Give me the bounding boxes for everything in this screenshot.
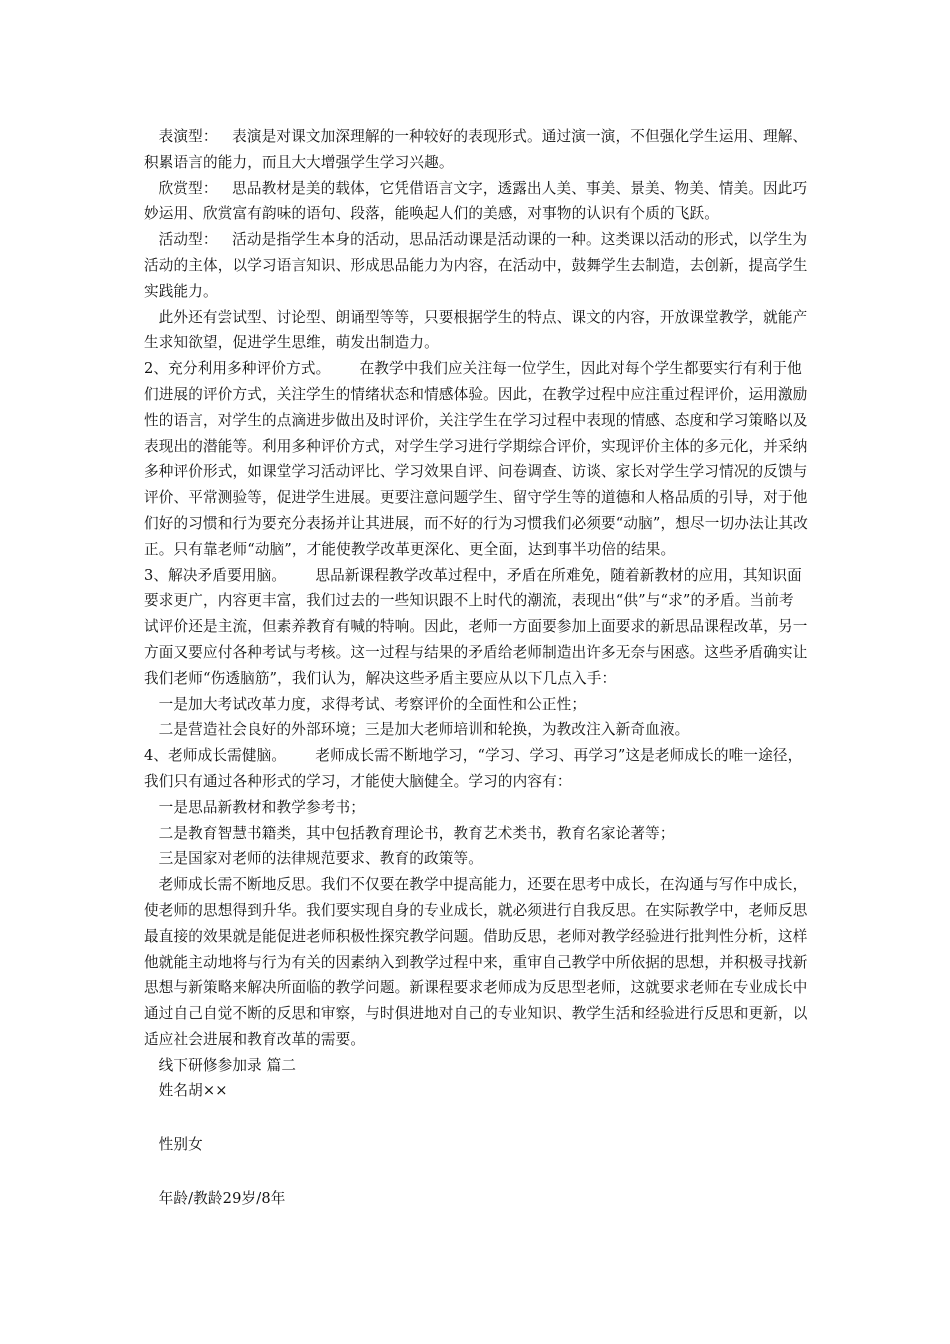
paragraph-xinshang (144, 176, 808, 228)
section-4-item-3: 三是国家对老师的法律规范要求、教育的政策等。 (158, 850, 483, 868)
section-4-item-1: 一是思品新教材和教学参考书； (158, 798, 366, 816)
paragraph-other: 此外还有尝试型、讨论型、朗诵型等等，只要根据学生的特点、课文的内容，开放课堂教学，就能产生求知欲望，促进学生思维，萌发出制造力。 (144, 308, 808, 352)
part-2-heading: 线下研修参加录 篇二 (158, 1056, 297, 1074)
paragraph-huodong (144, 227, 808, 304)
text-xinshang: 思品教材是美的载体，它凭借语言文字，透露出人美、事美、景美、物美、情美。因此巧妙运用、欣赏富有韵味的语句、段落，能唤起人们的美感，对事物的认识有个质的飞跃。 (144, 179, 808, 223)
label-huodong: 活动型： (158, 231, 218, 249)
profile-gender: 性别女 (158, 1136, 203, 1154)
section-4-text: 老师成长需不断地学习，“学习、学习、再学习”这是老师成长的唯一途径，我们只有通过各种形式的学习，才能使大脑健全。学习的内容有： (144, 747, 803, 790)
text-huodong: 活动是指学生本身的活动，思品活动课是活动课的一种。这类课以活动的形式，以学生为活动的主体，以学习语言知识、形成思品能力为内容，在活动中，鼓舞学生去制造，去创新，提高学生实践能力。 (144, 231, 808, 300)
section-2-title: 2、充分利用多种评价方式。 (144, 360, 331, 378)
section-3-point-3: 三是加大老师培训和轮换，为教改注入新奇血液。 (365, 721, 690, 739)
spacer (144, 1104, 808, 1132)
label-biaoyan: 表演型： (158, 128, 218, 145)
section-4-title: 4、老师成长需健脑。 (144, 747, 287, 765)
paragraph-section-2 (144, 356, 808, 562)
section-3-point-1: 一是加大考试改革力度，求得考试、考察评价的全面性和公正性； (158, 695, 587, 713)
label-xinshang: 欣赏型： (158, 179, 218, 197)
text-biaoyan: 表演是对课文加深理解的一种较好的表现形式。通过演一演，不但强化学生运用、理解、积累语言的能力，而且大大增强学生学习兴趣。 (144, 128, 808, 171)
paragraph-biaoyan (144, 124, 808, 176)
section-2-text: 在教学中我们应关注每一位学生，因此对每个学生都要实行有利于他们进展的评价方式，关注学生的情绪状态和情感体验。因此，在教学过程中应注重过程评价，运用激励性的语言，对学生的点滴进步做出及时评价，关注学生在学习过程中表现的情感、态度和学习策略以及表现出的潜能等。利用多种评价方式，对学生学习进行学期综合评价，实现评价主体的多元化，并采纳多种评价形式，如课堂学习活动评比、学习效果自评、问卷调查、访谈、家长对学生学习情况的反馈与评价、平常测验等，促进学生进展。更要注意问题学生、留守学生等的道德和人格品质的引导，对于他们好的习惯和行为要充分表扬并让其进展，而不好的行为习惯我们必须要“动脑”，想尽一切办法让其改正。只有靠老师“动脑”，才能使教学改革更深化、更全面，达到事半功倍的结果。 (144, 360, 808, 558)
section-3-points-2-3 (144, 717, 808, 743)
paragraph-section-4 (144, 743, 808, 795)
document-body (144, 124, 808, 1212)
profile-age: 年龄/教龄29岁/8年 (158, 1190, 286, 1208)
paragraph-reflection: 老师成长需不断地反思。我们不仅要在教学中提高能力，还要在思考中成长，在沟通与写作中成长，使老师的思想得到升华。我们要实现自身的专业成长，就必须进行自我反思。在实际教学中，老师反思最直接的效果就是能促进老师积极性探究教学问题。借助反思，老师对教学经验进行批判性分析，这样他就能主动地将与行为有关的因素纳入到教学过程中来，重审自己教学中所依据的思想，并积极寻找新思想与新策略来解决所面临的教学问题。新课程要求老师成为反思型老师，这就要求老师在专业成长中通过自己自觉不断的反思和审察，与时俱进地对自己的专业知识、教学生活和经验进行反思和更新，以适应社会进展和教育改革的需要。 (144, 876, 808, 1048)
section-3-title: 3、解决矛盾要用脑。 (144, 566, 287, 584)
spacer (144, 1158, 808, 1186)
paragraph-section-3 (144, 563, 808, 692)
section-4-item-2: 二是教育智慧书籍类，其中包括教育理论书，教育艺术类书，教育名家论著等； (158, 824, 675, 842)
section-3-point-2: 二是营造社会良好的外部环境； (158, 721, 366, 739)
section-3-text: 思品新课程教学改革过程中，矛盾在所难免，随着新教材的应用，其知识面要求更广，内容更丰富，我们过去的一些知识跟不上时代的潮流，表现出“供”与“求”的矛盾。当前考试评价还是主流，但素养教育有喊的特响。因此，老师一方面要参加上面要求的新思品课程改革，另一方面又要应付各种考试与考核。这一过程与结果的矛盾给老师制造出许多无奈与困惑。这些矛盾确实让我们老师“伤透脑筋”，我们认为，解决这些矛盾主要应从以下几点入手： (144, 566, 808, 687)
profile-name: 姓名胡×× (158, 1082, 228, 1100)
